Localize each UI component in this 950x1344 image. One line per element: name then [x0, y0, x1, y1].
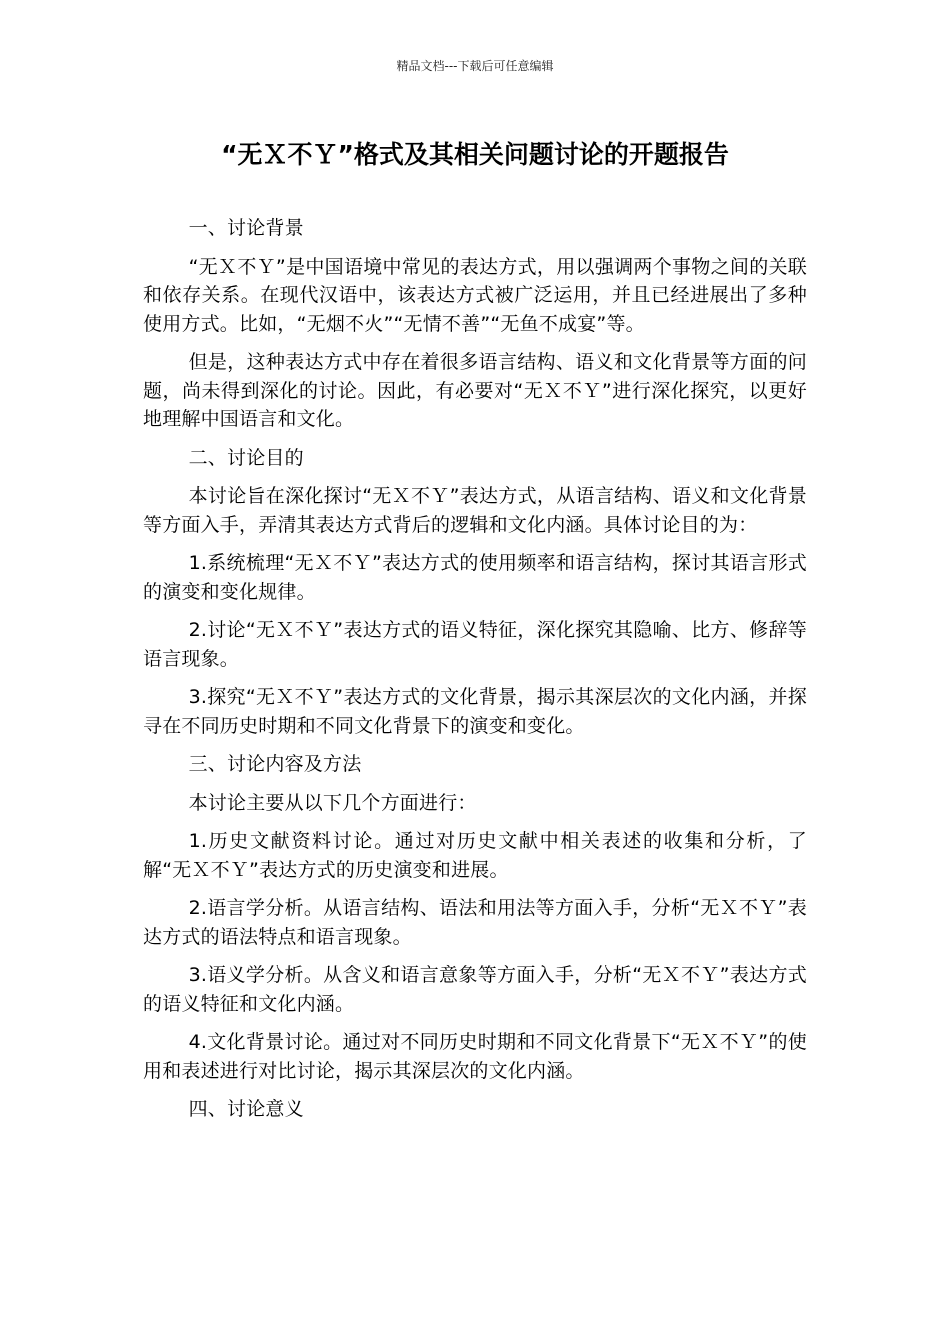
- document-title: “无Ｘ不Ｙ”格式及其相关问题讨论的开题报告: [221, 140, 729, 169]
- section-heading-background: 一、讨论背景: [188, 217, 304, 239]
- list-item: 1.历史文献资料讨论。通过对历史文献中相关表述的收集和分析，了解“无Ｘ不Ｙ”表达方式的历史演变和进展。: [143, 830, 807, 881]
- section-heading-purpose: 二、讨论目的: [188, 446, 304, 469]
- section-heading-significance: 四、讨论意义: [188, 1098, 304, 1120]
- section-heading-content-method: 三、讨论内容及方法: [188, 753, 362, 775]
- paragraph: 但是，这种表达方式中存在着很多语言结构、语义和文化背景等方面的问题，尚未得到深化的讨论。因此，有必要对“无Ｘ不Ｙ”进行深化探究，以更好地理解中国语言和文化。: [143, 351, 807, 430]
- list-item: 2.讨论“无Ｘ不Ｙ”表达方式的语义特征，深化探究其隐喻、比方、修辞等语言现象。: [143, 619, 807, 670]
- paragraph: 本讨论旨在深化探讨“无Ｘ不Ｙ”表达方式，从语言结构、语义和文化背景等方面入手，弄清其表达方式背后的逻辑和文化内涵。具体讨论目的为：: [143, 485, 807, 536]
- document-body: [143, 214, 807, 1134]
- list-item: 1.系统梳理“无Ｘ不Ｙ”表达方式的使用频率和语言结构，探讨其语言形式的演变和变化规律。: [143, 552, 807, 603]
- paragraph: 本讨论主要从以下几个方面进行：: [188, 791, 477, 814]
- list-item: 3.探究“无Ｘ不Ｙ”表达方式的文化背景，揭示其深层次的文化内涵，并探寻在不同历史时期和不同文化背景下的演变和变化。: [143, 686, 807, 737]
- paragraph: “无Ｘ不Ｙ”是中国语境中常见的表达方式，用以强调两个事物之间的关联和依存关系。在现代汉语中，该表达方式被广泛运用，并且已经进展出了多种使用方式。比如，“无烟不火”“无情不善”“无鱼不成宴”等。: [143, 255, 807, 335]
- list-item: 2.语言学分析。从语言结构、语法和用法等方面入手，分析“无Ｘ不Ｙ”表达方式的语法特点和语言现象。: [143, 897, 807, 948]
- page-header: 精品文档---下载后可任意编辑: [396, 59, 554, 73]
- list-item: 3.语义学分析。从含义和语言意象等方面入手，分析“无Ｘ不Ｙ”表达方式的语义特征和文化内涵。: [143, 964, 807, 1015]
- list-item: 4.文化背景讨论。通过对不同历史时期和不同文化背景下“无Ｘ不Ｙ”的使用和表述进行对比讨论，揭示其深层次的文化内涵。: [143, 1031, 807, 1082]
